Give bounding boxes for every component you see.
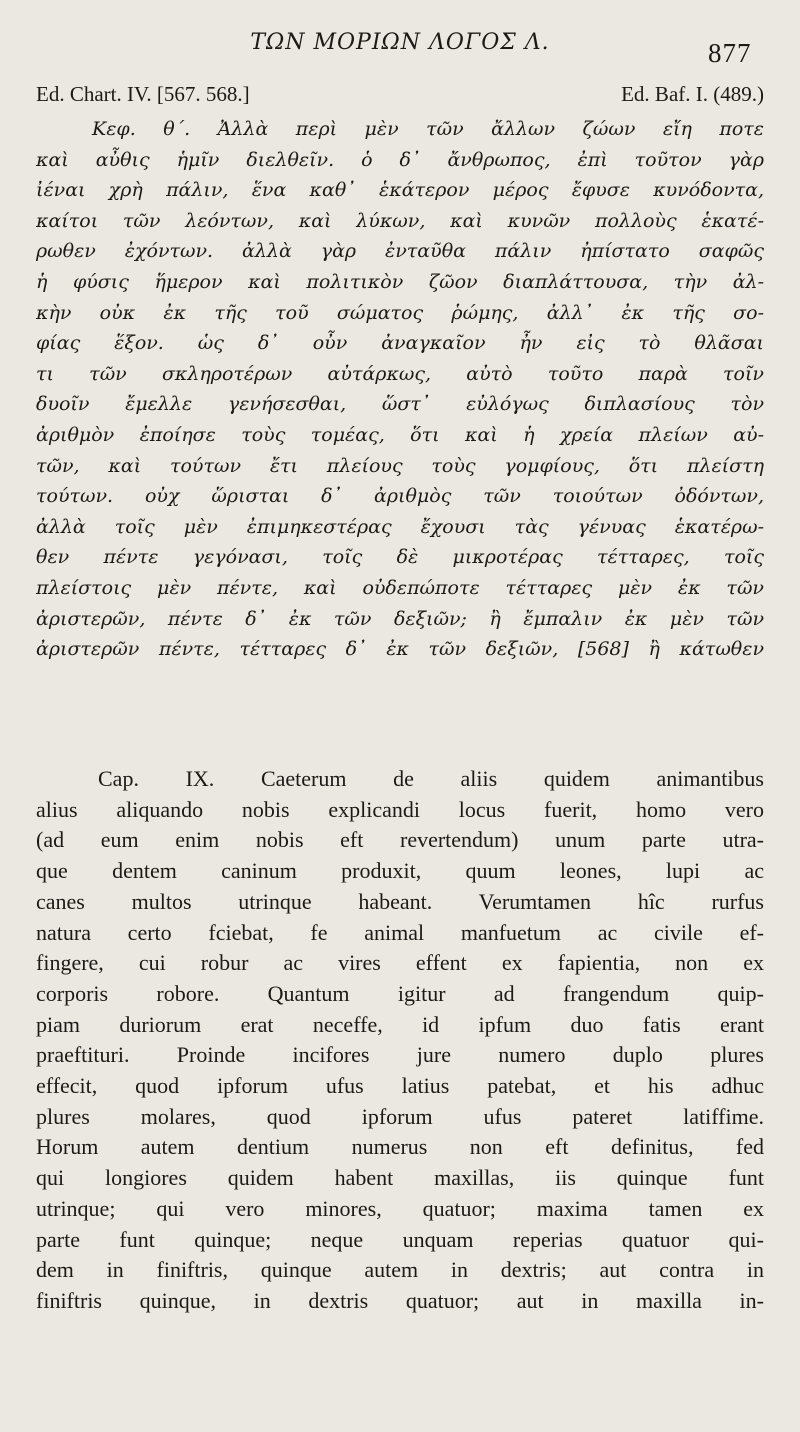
greek-line: ἀλλὰ τοῖς μὲν ἐπιμηκεστέρας ἔχουσι τὰς γένυας ἑκατέρω-: [36, 515, 764, 538]
page-number: 877: [708, 38, 752, 68]
greek-line: καίτοι τῶν λεόντων, καὶ λύκων, καὶ κυνῶν πολλοὺς ἑκατέ-: [36, 209, 764, 232]
latin-line: Horum autem dentium numerus non eft definitus, fed: [36, 1134, 764, 1160]
latin-line: utrinque; qui vero minores, quatuor; maxima tamen ex: [36, 1195, 764, 1221]
running-title: ΤΩΝ ΜΟΡΙΩΝ ΛΟΓΟΣ Λ.: [250, 30, 550, 55]
latin-line: alius aliquando nobis explicandi locus fuerit, homo vero: [36, 796, 764, 822]
greek-line: ἀριθμὸν ἐποίησε τοὺς τομέας, ὅτι καὶ ἡ χρεία πλείων αὐ-: [36, 423, 764, 446]
latin-line: qui longiores quidem habent maxillas, iis quinque funt: [36, 1165, 764, 1191]
latin-line: piam duriorum erat neceffe, id ipfum duo fatis erant: [36, 1011, 764, 1037]
greek-line: τούτων. οὐχ ὥρισται δ᾽ ἀριθμὸς τῶν τοιούτων ὀδόντων,: [36, 485, 764, 508]
latin-line: Cap. IX. Caeterum de aliis quidem animantibus: [98, 766, 764, 791]
latin-line: parte funt quinque; neque unquam reperias quatuor qui-: [36, 1226, 764, 1252]
edition-reference-right: Ed. Baf. I. (489.): [621, 82, 764, 106]
latin-line: (ad eum enim nobis eft revertendum) unum parte utra-: [36, 827, 764, 853]
latin-line: finiftris quinque, in dextris quatuor; aut in maxilla in-: [36, 1287, 764, 1313]
greek-line: δυοῖν ἔμελλε γενήσεσθαι, ὥστ᾽ εὐλόγως διπλασίους τὸν: [36, 393, 764, 416]
greek-line: ἡ φύσις ἥμερον καὶ πολιτικὸν ζῶον διαπλάττουσα, τὴν ἀλ-: [36, 270, 764, 293]
greek-line: φίας ἕξον. ὡς δ᾽ οὖν ἀναγκαῖον ἦν εἰς τὸ θλᾶσαι: [36, 332, 764, 355]
edition-reference-left: Ed. Chart. IV. [567. 568.]: [36, 82, 250, 106]
latin-line: corporis robore. Quantum igitur ad frangendum quip-: [36, 980, 764, 1006]
latin-line: plures molares, quod ipforum ufus pateret latiffime.: [36, 1103, 764, 1129]
latin-line: effecit, quod ipforum ufus latius patebat, et his adhuc: [36, 1073, 764, 1099]
greek-text-block: [36, 114, 764, 665]
greek-line: κὴν οὐκ ἐκ τῆς τοῦ σώματος ῥώμης, ἀλλ᾽ ἐκ τῆς σο-: [36, 301, 764, 324]
latin-text-block: [36, 764, 764, 1317]
greek-line: ἰέναι χρὴ πάλιν, ἕνα καθ᾽ ἑκάτερον μέρος ἔφυσε κυνόδοντα,: [36, 179, 764, 202]
greek-line: τῶν, καὶ τούτων ἔτι πλείους τοὺς γομφίους, ὅτι πλείστη: [36, 454, 764, 477]
greek-line: Κεφ. θ΄. Ἀλλὰ περὶ μὲν τῶν ἄλλων ζώων εἴη ποτε: [92, 118, 764, 140]
greek-line: καὶ αὖθις ἡμῖν διελθεῖν. ὁ δ᾽ ἄνθρωπος, ἐπὶ τοῦτον γὰρ: [36, 148, 764, 171]
latin-line: fingere, cui robur ac vires effent ex fapientia, non ex: [36, 950, 764, 976]
greek-line: ἀριστερῶν, πέντε δ᾽ ἐκ τῶν δεξιῶν; ἢ ἔμπαλιν ἐκ μὲν τῶν: [36, 607, 764, 630]
greek-line: πλείστοις μὲν πέντε, καὶ οὐδεπώποτε τέτταρες μὲν ἐκ τῶν: [36, 576, 764, 599]
greek-line: τι τῶν σκληροτέρων αὐτάρκως, αὐτὸ τοῦτο παρὰ τοῖν: [36, 362, 764, 385]
latin-line: praeftituri. Proinde incifores jure numero duplo plures: [36, 1042, 764, 1068]
latin-line: que dentem caninum produxit, quum leones, lupi ac: [36, 858, 764, 884]
greek-line: ἀριστερῶν πέντε, τέτταρες δ᾽ ἐκ τῶν δεξιῶν, [568] ἢ κάτωθεν: [36, 638, 764, 661]
latin-line: natura certo fciebat, fe animal manfuetum ac civile ef-: [36, 919, 764, 945]
greek-line: ρωθεν ἐχόντων. ἀλλὰ γὰρ ἐνταῦθα πάλιν ἠπίστατο σαφῶς: [36, 240, 764, 263]
latin-line: canes multos utrinque habeant. Verumtamen hîc rurfus: [36, 888, 764, 914]
latin-line: dem in finiftris, quinque autem in dextris; aut contra in: [36, 1257, 764, 1283]
greek-line: θεν πέντε γεγόνασι, τοῖς δὲ μικροτέρας τέτταρες, τοῖς: [36, 546, 764, 569]
